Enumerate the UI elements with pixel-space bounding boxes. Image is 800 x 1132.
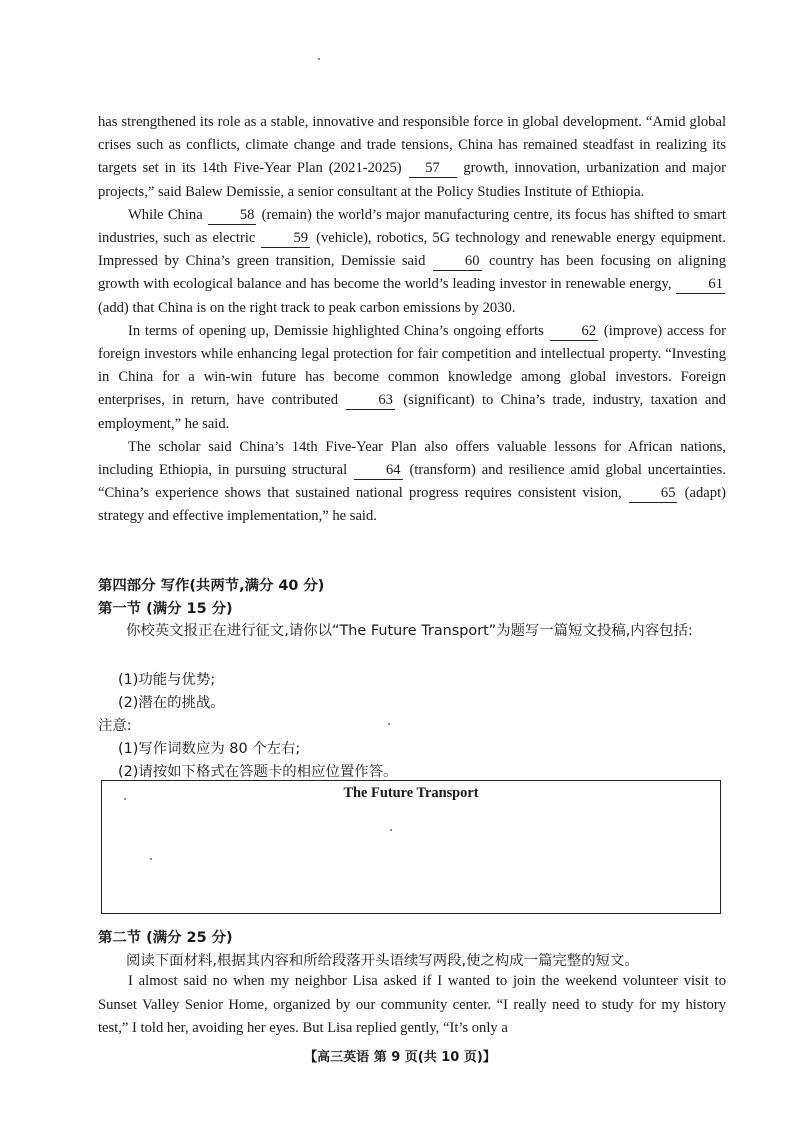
blank-57[interactable]: 57 — [409, 160, 457, 178]
scan-speck — [318, 58, 320, 60]
note-label: 注意: — [98, 718, 132, 734]
section2-prompt: 阅读下面材料,根据其内容和所给段落开头语续写两段,使之构成一篇完整的短文。 — [126, 953, 639, 969]
blank-58[interactable]: 58 — [208, 207, 257, 225]
blank-64[interactable]: 64 — [354, 462, 403, 480]
blank-60[interactable]: 60 — [433, 253, 482, 271]
section1-heading: 第一节 (满分 15 分) — [98, 601, 233, 617]
passage-paragraph-4: The scholar said China’s 14th Five-Year Plan also offers valuable lessons for African nations, including Ethiopia, in pursuing structural 64 (transform) and resilience amid global uncertainties. “China’s experience shows that sustained national progress requires consistent vision, 65 (adapt) strategy and effective implementation,” he said. — [98, 438, 726, 525]
scan-speck — [390, 829, 392, 831]
note-item-1: (1)写作词数应为 80 个左右; — [118, 741, 301, 757]
blank-63[interactable]: 63 — [346, 392, 395, 410]
answer-box-title: The Future Transport — [343, 785, 479, 801]
blank-59[interactable]: 59 — [261, 230, 310, 248]
prompt-item-2: (2)潜在的挑战。 — [118, 695, 225, 711]
answer-box[interactable] — [101, 780, 721, 914]
scan-speck — [150, 858, 152, 860]
note-item-2: (2)请按如下格式在答题卡的相应位置作答。 — [118, 764, 398, 780]
page-footer: 【高三英语 第 9 页(共 10 页)】 — [304, 1050, 496, 1065]
continuation-story: I almost said no when my neighbor Lisa asked if I wanted to join the weekend volunteer visit to Sunset Valley Senior Home, organized by our community center. “I really need to study for my history test,” I told her, avoiding her eyes. But Lisa replied gently, “It’s only a — [98, 973, 726, 1037]
reading-passage — [98, 111, 726, 529]
section2-heading: 第二节 (满分 25 分) — [98, 930, 233, 946]
passage-paragraph-2: While China 58 (remain) the world’s major manufacturing centre, its focus has shifted to smart industries, such as electric 59 (vehicle), robotics, 5G technology and renewable energy equipment. Impressed by China’s green transition, Demissie said 60 country has been focusing on aligning growth with ecological balance and has become the world’s leading investor in renewable energy, 61 (add) that China is on the right track to peak carbon emissions by 2030. — [98, 206, 726, 316]
passage-paragraph-1: has strengthened its role as a stable, innovative and responsible force in global development. “Amid global crises such as conflicts, climate change and trade tensions, China has remained steadfast in realizing its targets set in its 14th Five-Year Plan (2021-2025) 57 growth, innovation, urbanization and major projects,” said Balew Demissie, a senior consultant at the Policy Studies Institute of Ethiopia. — [98, 114, 726, 200]
passage-paragraph-3: In terms of opening up, Demissie highlighted China’s ongoing efforts 62 (improve) access for foreign investors while enhancing legal protection for fair competition and intellectual property. “Investing in China for a win-win future has become common knowledge among global investors. Foreign enterprises, in return, have contributed 63 (significant) to China’s trade, industry, taxation and employment,” he said. — [98, 322, 726, 432]
blank-62[interactable]: 62 — [550, 323, 599, 341]
section1-prompt: 你校英文报正在进行征文,请你以“The Future Transport”为题写一篇短文投稿,内容包括: — [126, 623, 693, 639]
prompt-item-1: (1)功能与优势; — [118, 672, 216, 688]
blank-65[interactable]: 65 — [629, 485, 678, 503]
blank-61[interactable]: 61 — [676, 276, 725, 294]
part4-heading: 第四部分 写作(共两节,满分 40 分) — [98, 578, 325, 594]
scan-speck — [388, 723, 390, 725]
scan-speck — [124, 798, 126, 800]
